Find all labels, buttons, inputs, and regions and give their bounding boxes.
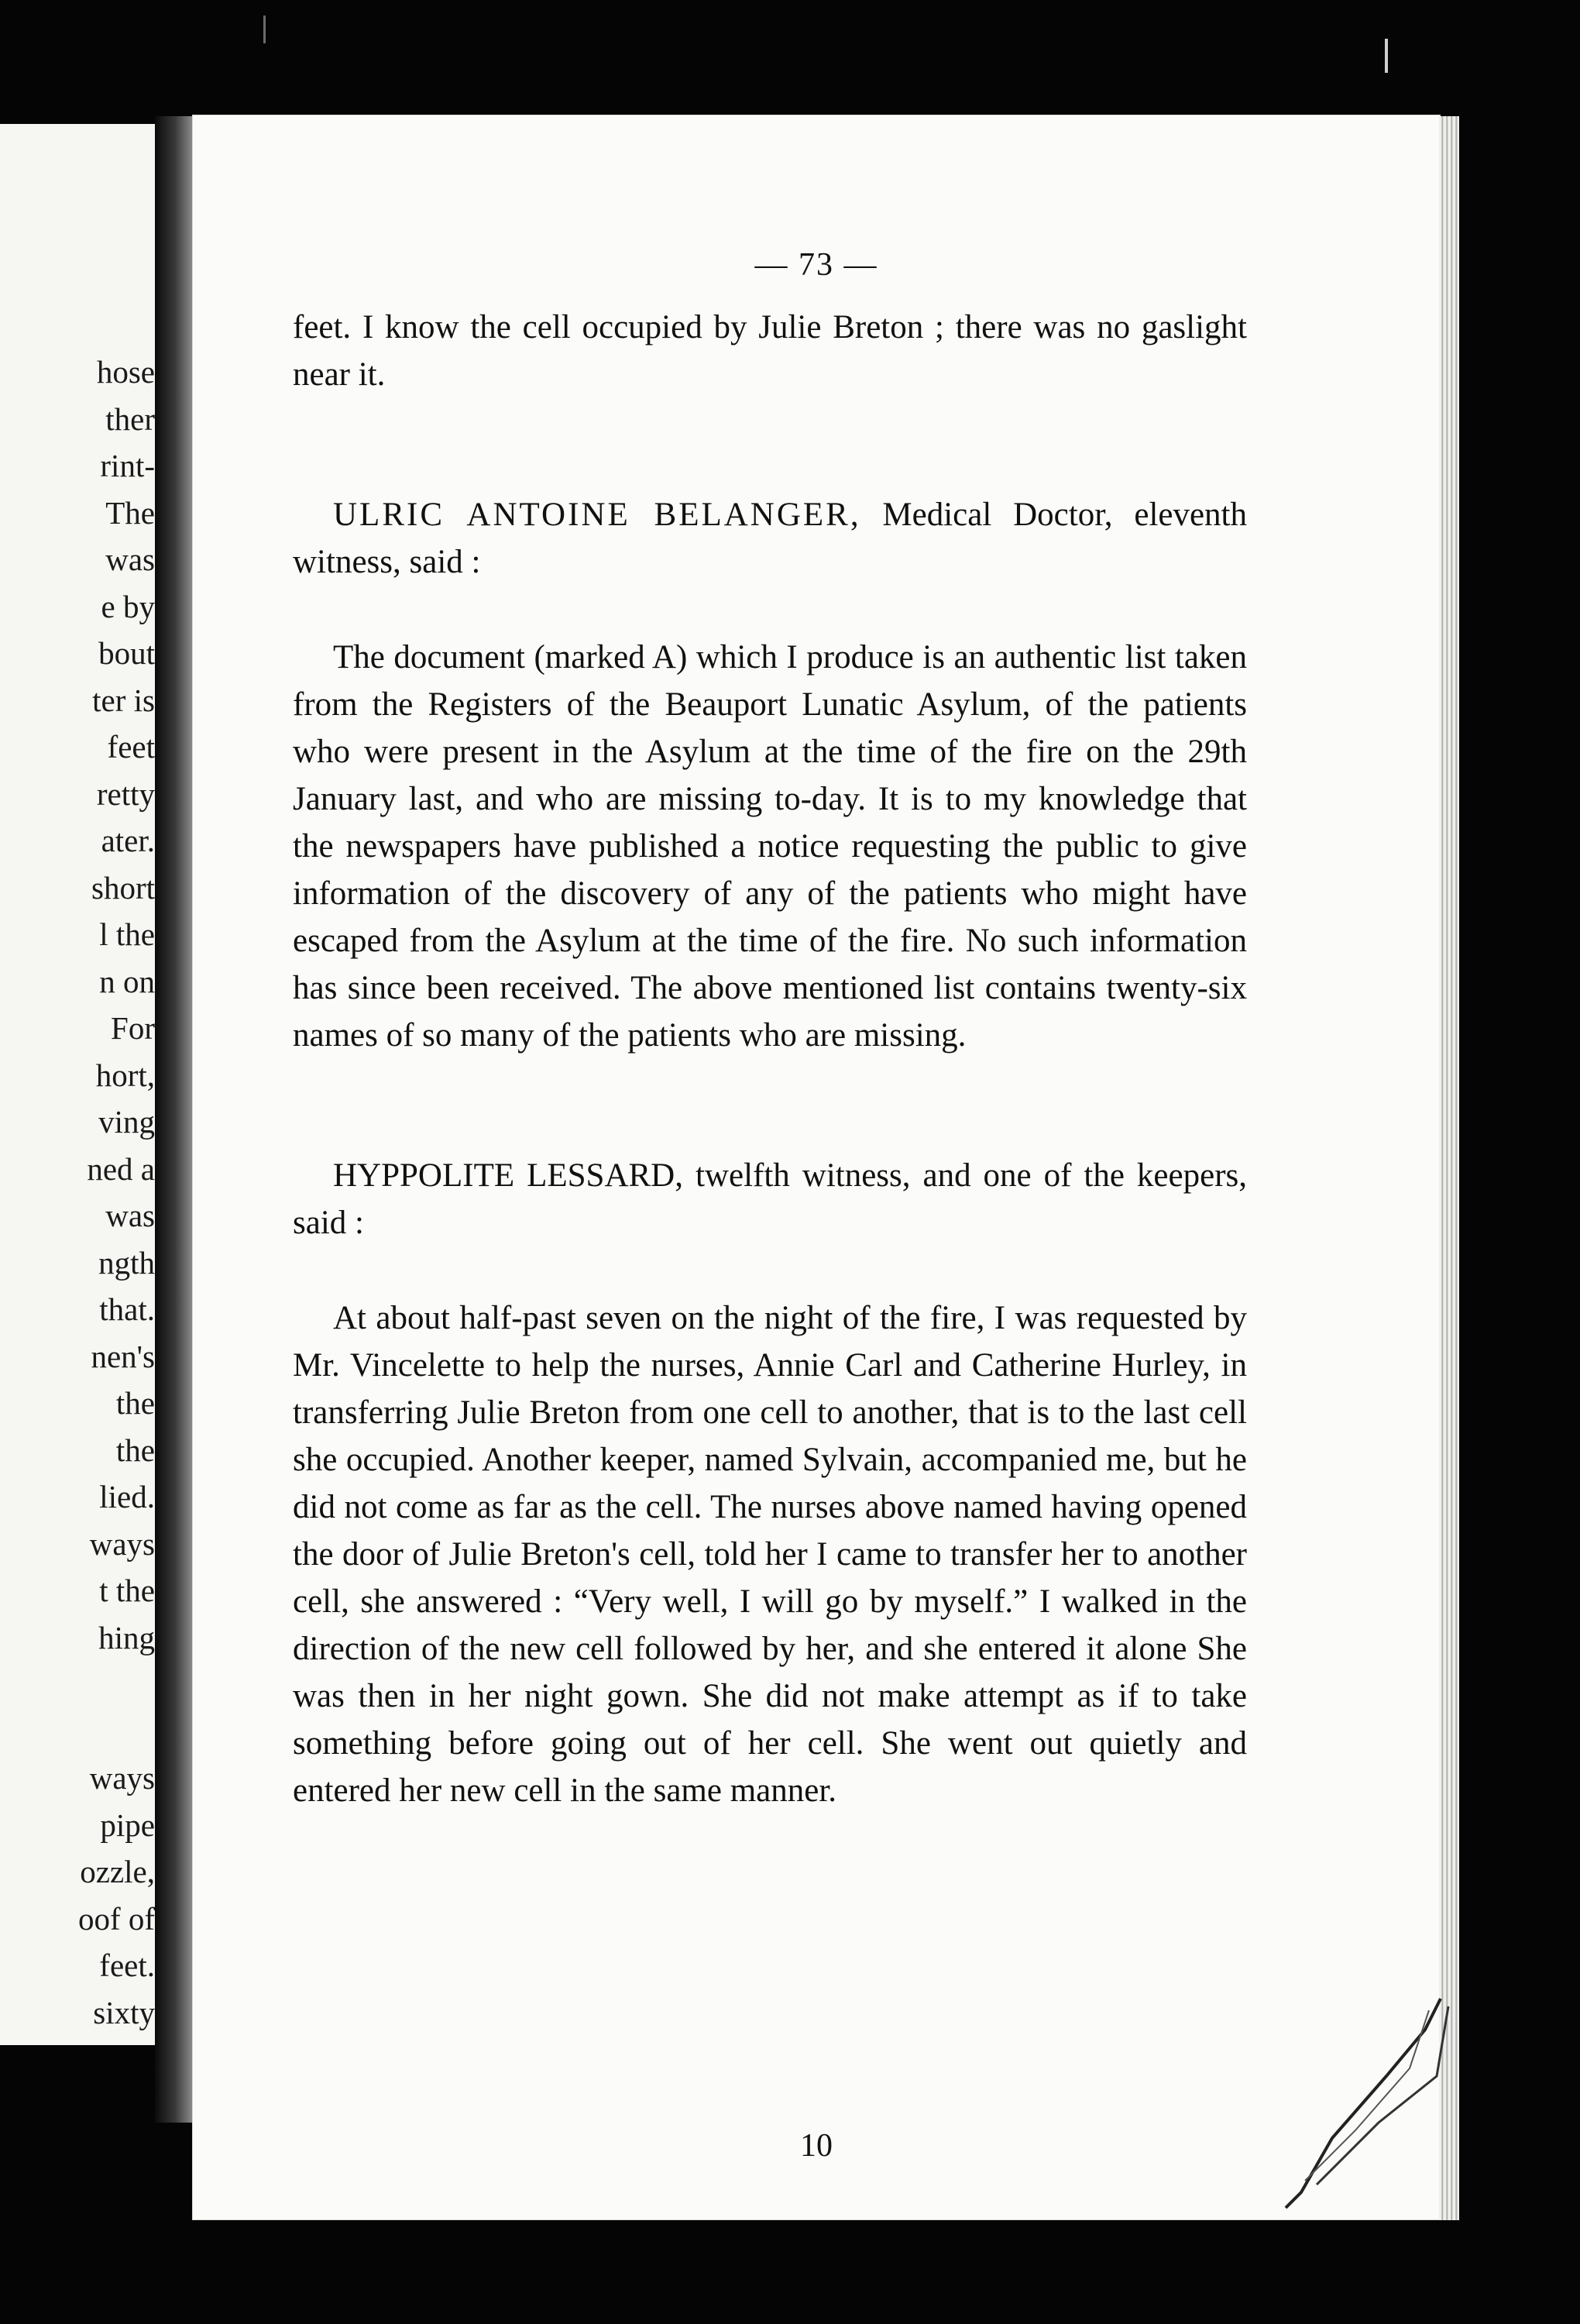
left-page-fragment: sixty [93,1994,155,2030]
left-page-fragment: nen's [91,1338,155,1374]
torn-corner-mark [1270,1983,1456,2216]
page-edges [1439,116,1459,2220]
left-page-text-fragments [15,349,155,2036]
left-page-fragment: hort, [95,1057,155,1093]
left-page-fragment: ozzle, [80,1854,155,1889]
left-page-fragment: the [115,1385,155,1421]
left-page-fragment: was [105,1198,155,1233]
left-page-fragment: retty [96,775,155,812]
left-page-fragment: feet [107,729,155,765]
witness-intro: Medical Doctor, eleventh witness, said : [293,497,1248,580]
paragraph-lessard-testimony: At about half-past seven on the night of the fire, I was requested by Mr. Vincelette to help the nurses, Annie Carl and Catherine Hurley, in transferring Julie Breton from one cell to another, that is to the last cell she occupied. Another keeper, named Sylvain, accompanied me, but he did not come as far as the cell. The nurses above named having opened the door of Julie Breton's cell, told her I came to transfer her to another cell, she answered : “Very well, I will go by myself.” I walked in the direction of the new cell followed by her, and she entered it alone She was then in her night gown. She did not make attempt as if to take something before going out of her cell. She went out quietly and entered her new cell in the same manner. [293,1300,1247,1809]
left-page-fragment: oof of [77,1900,155,1937]
left-page-fragment: the [115,1432,155,1468]
left-page-fragment: feet. [99,1948,155,1983]
witness-name: HYPPOLITE LESSARD, [333,1157,683,1194]
left-page-fragment: rint- [100,448,155,483]
left-page-fragment: t the [99,1573,155,1608]
witness-heading-lessard [293,1152,1247,1246]
page-body [293,304,1247,1814]
left-page-fragment: The [105,494,155,531]
left-page-fragment: that. [99,1291,155,1327]
film-scratch-mark [263,15,266,43]
film-scratch-mark [1385,39,1388,73]
book-gutter-shadow [155,116,192,2123]
left-page-fragment: hing [98,1619,155,1655]
left-page-fragment: pipe [100,1807,155,1843]
paragraph-belanger-testimony: The document (marked A) which I produce is an authentic list taken from the Registers of the Beauport Lunatic Asylum, of the patients who were present in the Asylum at the time of the fire on the 29th January last, and who are missing to-day. It is to my knowledge that the newspapers have published a notice requesting the public to give information of the discovery of any of the patients who might have escaped from the Asylum at the time of the fire. No such information has since been received. The above mentioned list contains twenty-six names of so many of the patients who are missing. [293,639,1247,1054]
left-page-fragment: ther [105,401,155,437]
left-page-fragment: ngth [98,1244,155,1281]
left-page-fragment: was [105,541,155,577]
left-page-fragment: ter is [92,682,155,718]
left-page-fragment: ater. [101,823,155,858]
left-page-fragment: bout [98,635,155,671]
left-page-fragment: ways [89,1760,155,1796]
left-facing-page [0,124,155,2045]
left-page-fragment: n on [99,963,155,999]
witness-name: ULRIC ANTOINE BELANGER, [333,497,861,533]
signature-mark: 10 [800,2128,833,2164]
paragraph-continuation: feet. I know the cell occupied by Julie Breton ; there was no gaslight near it. [293,309,1247,393]
left-page-fragment: ways [89,1525,155,1562]
left-page-fragment: ving [98,1104,155,1140]
main-page [192,115,1441,2220]
left-page-fragment: hose [96,354,155,390]
left-page-fragment: short [91,869,155,906]
left-page-fragment: e by [101,588,155,624]
left-page-fragment: For [111,1010,155,1046]
page-number: — 73 — [754,247,878,283]
left-page-fragment: l the [99,916,155,952]
left-page-fragment: lied. [99,1479,155,1514]
witness-heading-belanger [293,491,1247,586]
witness-intro: twelfth witness, and one of the keepers, said : [293,1157,1247,1241]
left-page-fragment: ned a [87,1150,155,1187]
